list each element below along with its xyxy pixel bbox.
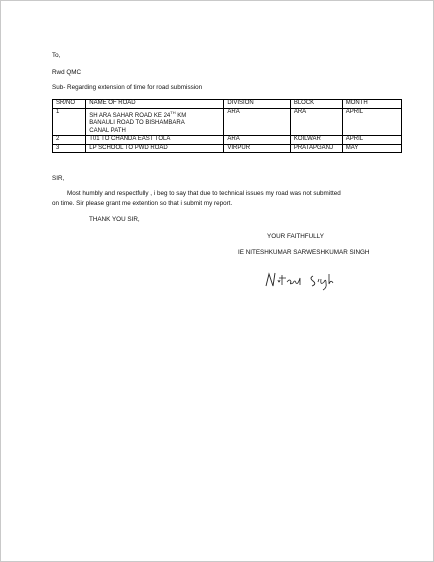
cell-month: APRIL [342,108,401,136]
cell-sr: 3 [53,144,86,153]
cell-block: ARA [290,108,342,136]
cell-month: MAY [342,144,401,153]
cell-block: PRATAPGANJ [290,144,342,153]
subject-line: Sub- Regarding extension of time for road submission [52,84,203,91]
closing-line: YOUR FAITHFULLY [267,233,324,240]
cell-division: VIRPUR [224,144,290,153]
recipient: Rwd QMC [52,69,82,76]
greeting: SIR, [52,175,65,182]
table-row [53,108,402,136]
cell-month: APRIL [342,136,401,145]
cell-road-name: T01 TO CHANDA EAST TOLA [86,136,224,145]
header-block: BLOCK [290,100,342,109]
road-name-line2: BANAULI ROAD TO BISHAMBARA [89,120,185,126]
table-row [53,144,402,153]
cell-division: ARA [224,108,290,136]
header-month: MONTH [342,100,401,109]
header-sr-no: SR/NO [53,100,86,109]
roads-table [52,99,402,153]
cell-sr: 1 [53,108,86,136]
salutation-to: To, [52,52,61,59]
road-name-line1: SH ARA SAHAR ROAD KE 24 [89,112,171,119]
cell-road-name: LP SCHOOL TO PWD ROAD [86,144,224,153]
body-line-1: Most humbly and respectfully , i beg to say that due to technical issues my road was not submitted [67,190,341,197]
cell-division: ARA [224,136,290,145]
table-row [53,136,402,145]
road-name-superscript: TH [170,109,176,115]
body-line-2: on time. Sir please grant me extention so that i submit my report. [52,200,233,207]
cell-sr: 2 [53,136,86,145]
road-name-line3: CANAL PATH [89,127,126,134]
cell-block: KOILWAR [290,136,342,145]
road-name-line1-end: KM [175,112,187,119]
sender-name: IE NITESHKUMAR SARWESHKUMAR SINGH [238,249,370,256]
header-division: DIVISION [224,100,290,109]
header-name-of-road: NAME OF ROAD [86,100,224,109]
table-header-row [53,100,402,109]
thanks-line: THANK YOU SIR, [89,216,140,223]
cell-road-name [86,108,224,136]
handwritten-signature [263,266,343,292]
